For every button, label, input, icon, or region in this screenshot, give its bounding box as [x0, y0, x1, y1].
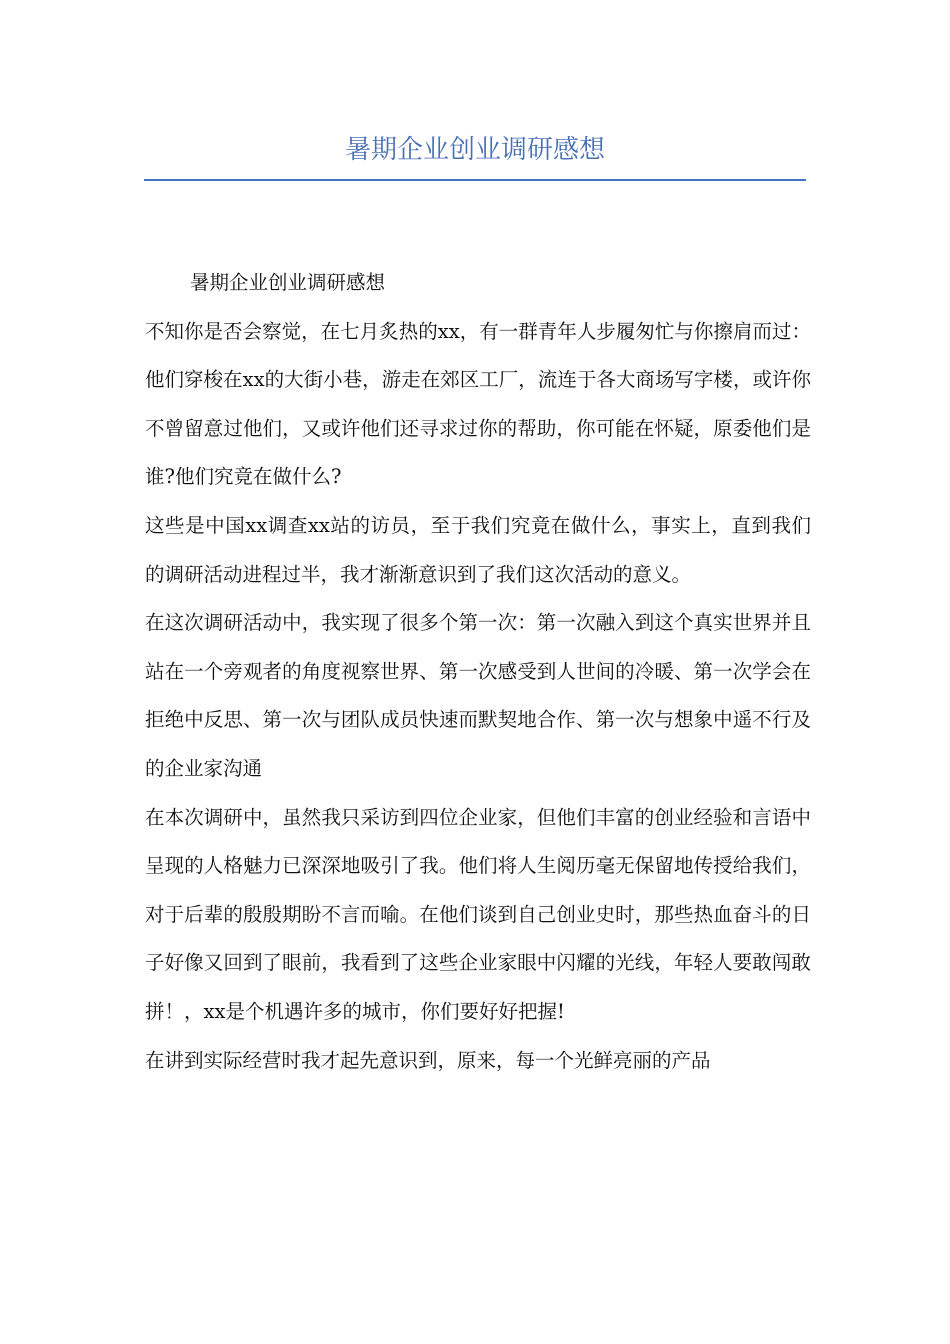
document-body — [145, 259, 811, 1085]
body-heading: 暑期企业创业调研感想 — [190, 271, 386, 294]
paragraph: 这些是中国xx调查xx站的访员，至于我们究竟在做什么，事实上，直到我们的调研活动进程过半，我才渐渐意识到了我们这次活动的意义。 — [145, 513, 811, 586]
document-title: 暑期企业创业调研感想 — [344, 135, 605, 165]
title-underline — [144, 179, 806, 181]
paragraph: 在这次调研活动中，我实现了很多个第一次：第一次融入到这个真实世界并且站在一个旁观者的角度视察世界、第一次感受到人世间的冷暖、第一次学会在拒绝中反思、第一次与团队成员快速而默契地合作、第一次与想象中遥不行及的企业家沟通 — [145, 611, 811, 780]
paragraph: 在讲到实际经营时我才起先意识到，原来，每一个光鲜亮丽的产品 — [145, 1048, 711, 1072]
paragraph: 在本次调研中，虽然我只采访到四位企业家，但他们丰富的创业经验和言语中呈现的人格魅力已深深地吸引了我。他们将人生阅历毫无保留地传授给我们，对于后辈的殷殷期盼不言而喻。在他们谈到自己创业史时，那些热血奋斗的日子好像又回到了眼前，我看到了这些企业家眼中闪耀的光线，年轻人要敢闯敢拼！，xx是个机遇许多的城市，你们要好好把握! — [145, 805, 811, 1023]
paragraph: 不知你是否会察觉，在七月炙热的xx，有一群青年人步履匆忙与你擦肩而过：他们穿梭在xx的大街小巷，游走在郊区工厂，流连于各大商场写字楼，或许你不曾留意过他们，又或许他们还寻求过你的帮助，你可能在怀疑，原委他们是谁?他们究竟在做什么? — [145, 319, 811, 489]
